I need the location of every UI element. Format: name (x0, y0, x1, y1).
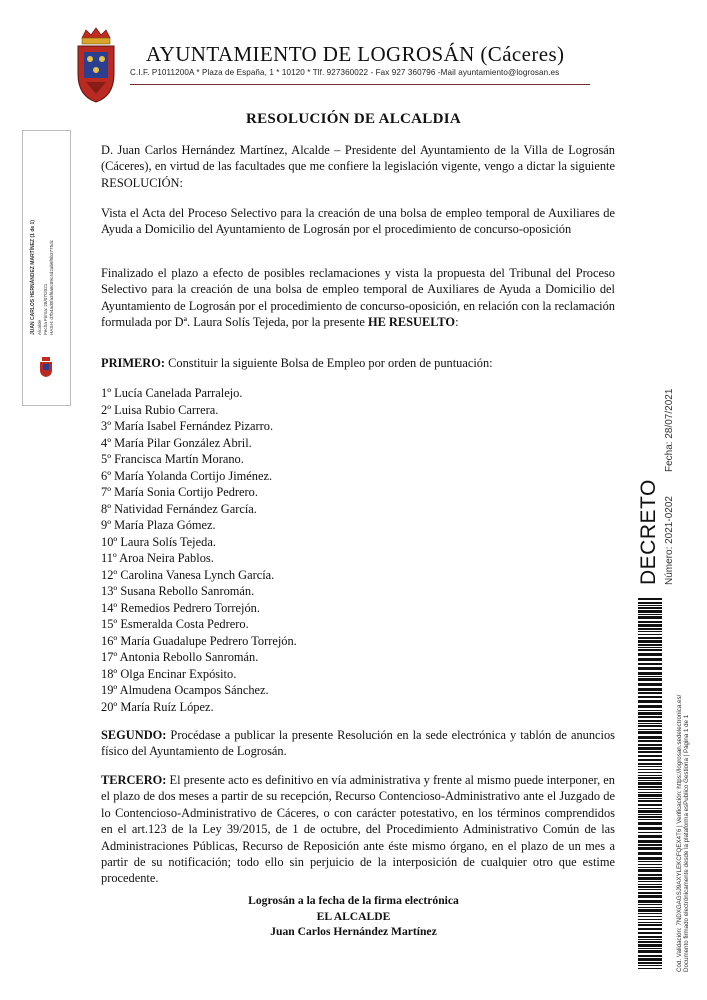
barcode-bar (638, 804, 662, 806)
ranking-item: 13º Susana Rebollo Sanromán. (101, 584, 255, 598)
barcode-bar (638, 798, 662, 799)
coat-of-arms-logo (74, 26, 118, 104)
barcode-bar (638, 647, 662, 648)
barcode-bar (638, 861, 662, 862)
ranking-item: 11º Aroa Neira Pablos. (101, 551, 214, 565)
stamp-role: Alcalde (37, 319, 42, 335)
barcode-bar (638, 692, 662, 694)
organization-name: AYUNTAMIENTO DE LOGROSÁN (Cáceres) (146, 42, 565, 66)
ranking-item: 14º Remedios Pedrero Torrejón. (101, 600, 260, 615)
ranking-item: 20º María Ruíz López. (101, 699, 214, 714)
barcode-bar (638, 913, 662, 914)
barcode-bar (638, 605, 662, 606)
barcode-bar (638, 889, 662, 890)
ranking-item: 10º Laura Solís Tejeda. (101, 534, 216, 549)
barcode-bar (638, 610, 662, 613)
barcode-bar (638, 700, 662, 703)
barcode-bar (638, 621, 662, 623)
barcode-bar (638, 676, 662, 677)
barcode-bar (638, 916, 662, 917)
ranking-item: 3º María Isabel Fernández Pizarro. (101, 419, 274, 433)
barcode-bar (638, 835, 662, 838)
barcode-bar (638, 958, 662, 961)
barcode-bar (638, 919, 662, 920)
barcode-bar (638, 705, 662, 708)
barcode-bar (638, 667, 662, 670)
barcode-bar (638, 751, 662, 753)
barcode-bar (638, 678, 662, 681)
barcode-bar (638, 653, 662, 656)
stamp-date: Fecha Firma: 28/07/2021 (43, 283, 48, 335)
segundo-text: Procédase a publicar la presente Resolución en la sede electrónica y tablón de anuncios físico del Ayuntamiento de Logrosán. (101, 728, 615, 759)
decreto-number: Número: 2021-0202 (664, 496, 675, 585)
barcode-bar (638, 944, 662, 947)
ranking-item: 6º María Yolanda Cortijo Jiménez. (101, 468, 273, 483)
ranking-item: 4º María Pilar González Abril. (101, 435, 252, 450)
barcode-bar (638, 731, 662, 734)
barcode-bar (638, 744, 662, 746)
ranking-item: 9º María Plaza Gómez. (101, 518, 216, 532)
barcode-bar (638, 740, 662, 742)
decreto-date: Fecha: 28/07/2021 (664, 388, 675, 472)
signature-role: EL ALCALDE (316, 909, 391, 923)
ranking-item: 17º Antonia Rebollo Sanromán. (101, 650, 259, 664)
barcode-bar (638, 640, 662, 643)
barcode-bar (638, 598, 662, 600)
ranking-item: 15º Esmeralda Costa Pedrero. (101, 617, 249, 631)
barcode-bar (638, 900, 662, 903)
segundo-label: SEGUNDO: (101, 728, 167, 742)
ranking-item: 18º Olga Encinar Expósito. (101, 666, 237, 681)
barcode-bar (638, 886, 662, 888)
barcode-bar (638, 716, 662, 718)
barcode-bar (638, 810, 662, 813)
barcode-bar (638, 720, 662, 722)
finalizado-text: Finalizado el plazo a efecto de posibles reclamaciones y vista la propuesta del Tribunal del Proceso Selectivo para la creación de una bolsa de empleo temporal de Auxiliares de Ayuda a Domicilio del Ayuntamiento de Logrosán por el procedimiento de concurso-oposición, en relación con la reclamación formulada por Dª. Laura Solís Tejeda, por la presente (101, 266, 615, 330)
barcode-bar (638, 909, 662, 912)
barcode-bar (638, 782, 662, 785)
ranking-list (101, 385, 297, 715)
ranking-item: 5º Francisca Martín Morano. (101, 452, 244, 466)
signature-place-date: Logrosán a la fecha de la firma electrónica (248, 894, 459, 907)
barcode-bar (638, 867, 662, 868)
barcode-bar (638, 631, 662, 632)
barcode-bar (638, 864, 662, 865)
primero-paragraph (101, 355, 615, 371)
barcode-bar (638, 869, 662, 872)
barcode-bar (638, 658, 662, 661)
barcode-bar (638, 607, 662, 609)
barcode-bar (638, 777, 662, 779)
tercero-paragraph (101, 772, 615, 887)
barcode-bar (638, 637, 662, 639)
validation-footer: Documento firmado electrónicamente desde la plataforma esPublico Gestiona | Página 1 de 1 (683, 714, 690, 972)
barcode-bar (638, 712, 662, 715)
barcode-bar (638, 644, 662, 646)
barcode-bar (638, 672, 662, 675)
decreto-label: DECRETO (637, 479, 660, 585)
barcode-bar (638, 759, 662, 761)
barcode-bar (638, 766, 662, 767)
barcode-bar (638, 816, 662, 818)
barcode-bar (638, 948, 662, 949)
barcode-bar (638, 800, 662, 802)
barcode-bar (638, 688, 662, 691)
he-resuelto: HE RESUELTO (367, 315, 456, 330)
barcode-bar (638, 736, 662, 739)
barcode-bar (638, 723, 662, 724)
intro-paragraph: D. Juan Carlos Hernández Martínez, Alcalde – Presidente del Ayuntamiento de la Villa de Logrosán (Cáceres), en virtud de las facultades que me confiere la legislación vigente, vengo a dictar la siguiente RESOLUCIÓN: (101, 143, 615, 190)
barcode-bar (638, 968, 662, 969)
barcode-bar (638, 895, 662, 898)
barcode-bar (638, 794, 662, 797)
barcode-bar (638, 965, 662, 966)
organization-contact: C.I.F. P1011200A * Plaza de España, 1 * 10120 * Tlf. 927360022 - Fax 927 360796 -Mail ayuntamiento@logrosan.es (130, 68, 560, 77)
barcode-bar (638, 941, 662, 943)
ranking-item: 1º Lucía Canelada Parralejo. (101, 386, 243, 400)
barcode-bar (638, 884, 662, 885)
barcode-bar (638, 602, 662, 604)
barcode-bar (638, 789, 662, 790)
barcode-bar (638, 624, 662, 627)
stamp-crest-icon (38, 356, 54, 378)
barcode-bar (638, 857, 662, 860)
barcode-bar (638, 747, 662, 750)
ranking-item: 8º Natividad Fernández García. (101, 501, 257, 516)
barcode-bar (638, 819, 662, 820)
barcode-bar (638, 840, 662, 843)
barcode-bar (638, 950, 662, 953)
barcode-bar (638, 755, 662, 757)
barcode-bar (638, 628, 662, 630)
barcode-bar (638, 922, 662, 923)
barcode-bar (638, 881, 662, 882)
barcode-bar (638, 775, 662, 776)
barcode-bar (638, 772, 662, 773)
stamp-signer-name: JUAN CARLOS HERNÁNDEZ MARTÍNEZ (1 de 1) (30, 219, 36, 335)
barcode-bar (638, 904, 662, 905)
barcode-bar (638, 847, 662, 850)
barcode-bar (638, 683, 662, 686)
validation-barcode (638, 598, 662, 970)
ranking-item: 2º Luisa Rubio Carrera. (101, 402, 219, 417)
ranking-item: 7º María Sonia Cortijo Pedrero. (101, 485, 258, 499)
signature-block (0, 893, 707, 940)
barcode-bar (638, 792, 662, 793)
segundo-paragraph (101, 727, 615, 760)
ranking-item: 16º María Guadalupe Pedrero Torrejón. (101, 633, 297, 648)
barcode-bar (638, 936, 662, 938)
barcode-bar (638, 932, 662, 934)
barcode-bar (638, 844, 662, 846)
barcode-bar (638, 822, 662, 825)
barcode-bar (638, 786, 662, 788)
ranking-item: 12º Carolina Vanesa Lynch García. (101, 567, 275, 582)
finalizado-end: : (455, 315, 459, 330)
barcode-bar (638, 924, 662, 926)
barcode-bar (638, 763, 662, 765)
tercero-text: El presente acto es definitivo en vía administrativa y frente al mismo puede interponer, en el plazo de dos meses a partir de su recepción, Recurso Contencioso-Administrativo ante el Juzgado de lo Contencioso-Administrativo de Cáceres, o con carácter potestativo, en los términos comprendidos en el art.123 de la Ley 39/2015, de 1 de octubre, del Procedimiento Administrativo Común de las Administraciones Públicas, Recurso de Reposición ante éste mismo órgano, en el plazo de un mes a partir de su notificación; todo ello sin perjuicio de la interposición de cualquier otro que estime procedente. (101, 773, 615, 886)
barcode-bar (638, 649, 662, 651)
acta-paragraph: Vista el Acta del Proceso Selectivo para la creación de una bolsa de empleo temporal de Auxiliares de Ayuda a Domicilio del Ayuntamiento de Logrosán por el procedimiento de concurso-oposición (101, 206, 615, 237)
barcode-bar (638, 780, 662, 781)
stamp-hash: HASH: d7b4ad0fa3f6a8c89c4d2ab6f5b3775dc (49, 239, 54, 335)
barcode-bar (638, 725, 662, 727)
barcode-bar (638, 962, 662, 964)
barcode-bar (638, 877, 662, 880)
barcode-bar (638, 710, 662, 711)
tercero-label: TERCERO: (101, 773, 167, 787)
barcode-bar (638, 892, 662, 894)
barcode-bar (638, 634, 662, 635)
header-divider (130, 84, 590, 85)
validation-code: Cód. Validación: 7NDXGAGSJ9AXYLEKCFQEX4T6 | Verificación: https://logrosan.sedelectronica.es/ (676, 694, 683, 972)
primero-label: PRIMERO: (101, 356, 166, 370)
barcode-bar (638, 729, 662, 730)
finalizado-paragraph (101, 265, 615, 331)
barcode-bar (638, 808, 662, 809)
barcode-bar (638, 939, 662, 940)
barcode-bar (638, 769, 662, 770)
document-title: RESOLUCIÓN DE ALCALDIA (246, 111, 461, 127)
barcode-bar (638, 874, 662, 876)
primero-text: Constituir la siguiente Bolsa de Empleo por orden de puntuación: (165, 356, 493, 370)
barcode-bar (638, 614, 662, 615)
barcode-bar (638, 827, 662, 830)
barcode-bar (638, 928, 662, 930)
ranking-item: 19º Almudena Ocampos Sánchez. (101, 683, 269, 697)
barcode-bar (638, 616, 662, 619)
barcode-bar (638, 814, 662, 815)
signature-name: Juan Carlos Hernández Martínez (270, 925, 437, 938)
barcode-bar (638, 955, 662, 957)
barcode-bar (638, 663, 662, 665)
barcode-bar (638, 907, 662, 908)
barcode-bar (638, 852, 662, 855)
barcode-bar (638, 696, 662, 698)
barcode-bar (638, 832, 662, 833)
